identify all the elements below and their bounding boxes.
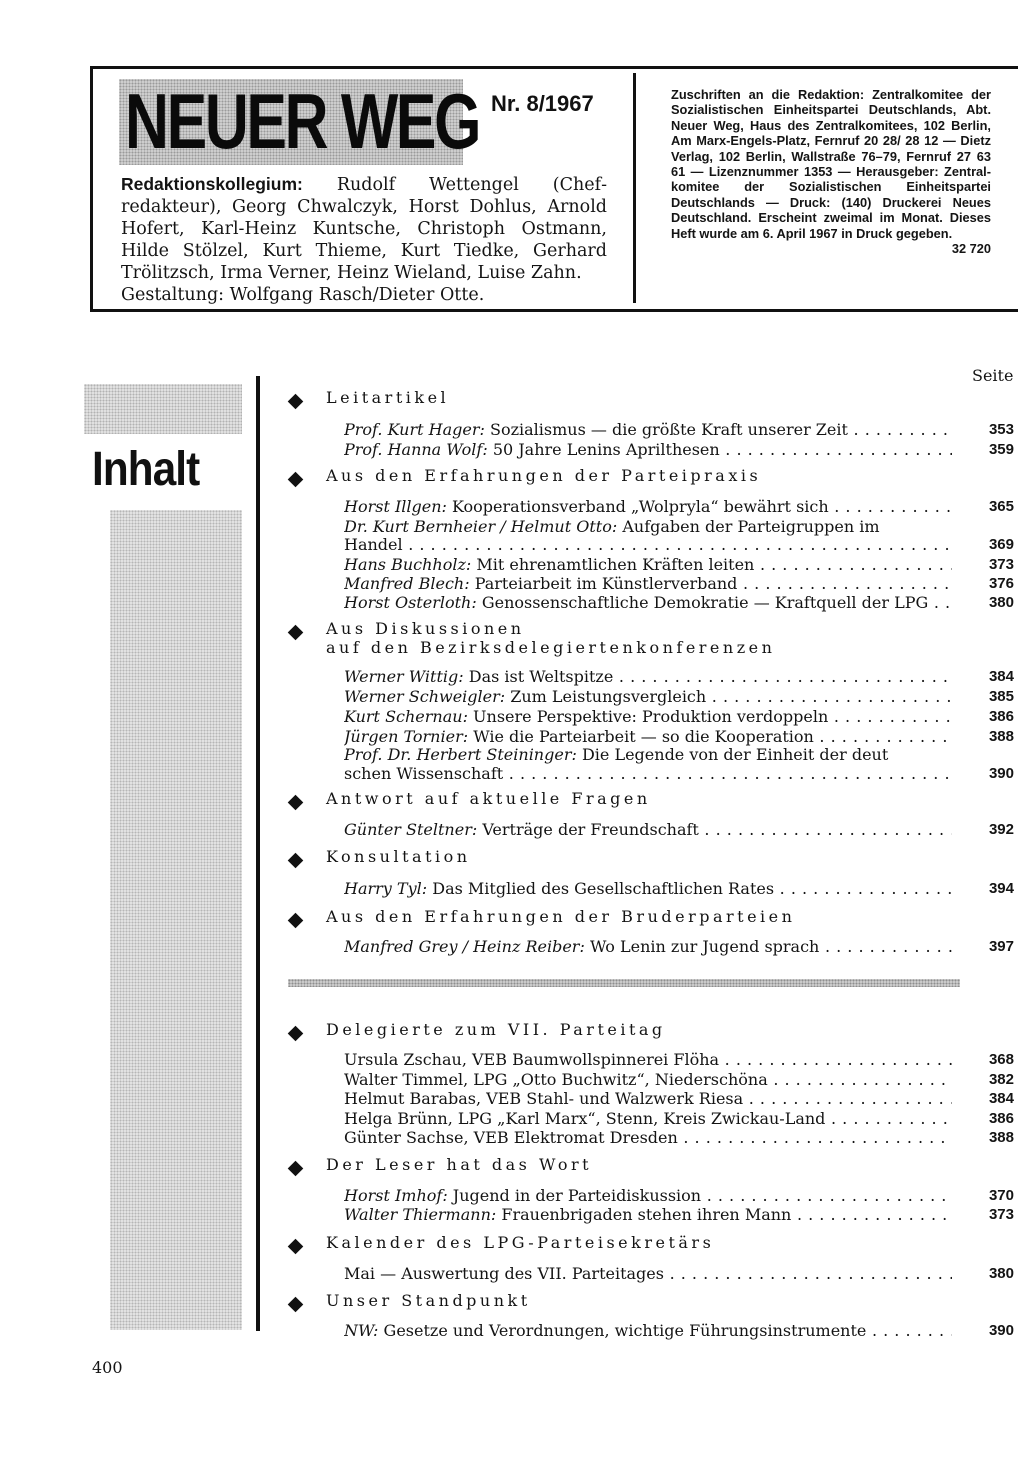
- entry-page-number: 384: [988, 668, 1014, 685]
- entry-text: [344, 535, 952, 555]
- design-credit: Gestaltung: Wolfgang Rasch/Dieter Otte.: [121, 285, 485, 305]
- entry-author: Prof. Kurt Hager:: [344, 420, 485, 439]
- entry-title: Unsere Perspektive: Produktion verdoppeln: [473, 707, 829, 726]
- entry-title: Helmut Barabas, VEB Stahl- und Walzwerk Riesa: [344, 1089, 744, 1108]
- entry-title: Aufgaben der Parteigruppen im: [622, 517, 880, 536]
- entry-text: [344, 1070, 952, 1090]
- entry-text: [344, 1109, 952, 1129]
- toc-entry[interactable]: [344, 593, 1016, 613]
- entry-title: Günter Sachse, VEB Elektromat Dresden: [344, 1128, 678, 1147]
- toc-entry[interactable]: [344, 1186, 1016, 1206]
- toc-entry[interactable]: [344, 1070, 1016, 1090]
- entry-text: [344, 727, 952, 747]
- entry-text: [344, 574, 952, 594]
- entry-text: [344, 1186, 952, 1206]
- entry-title: Zum Leistungsvergleich: [510, 687, 707, 706]
- entry-author: Horst Illgen:: [344, 497, 447, 516]
- toc-entry[interactable]: [344, 937, 1016, 957]
- section-title: Konsultation: [326, 847, 471, 866]
- toc-section: [288, 789, 1016, 839]
- entry-page-number: 370: [988, 1187, 1014, 1204]
- toc-section: [288, 1233, 1016, 1283]
- diamond-bullet-icon: [288, 1026, 304, 1042]
- entry-author: NW:: [344, 1321, 379, 1340]
- section-title: Aus den Erfahrungen der Parteipraxis: [326, 466, 762, 485]
- entry-title: Walter Timmel, LPG „Otto Buchwitz“, Niederschöna: [344, 1070, 768, 1089]
- entry-text: [344, 667, 952, 687]
- vertical-rule: [256, 376, 260, 1331]
- toc-section: [288, 388, 1016, 459]
- entry-page-number: 373: [988, 556, 1014, 573]
- entry-text: [344, 517, 952, 537]
- entry-author: Horst Osterloth:: [344, 593, 477, 612]
- entry-page-number: 394: [988, 880, 1014, 897]
- print-code: 32 720: [951, 241, 991, 257]
- entry-page-number: 388: [988, 728, 1014, 745]
- toc-entry[interactable]: [344, 497, 1016, 517]
- decorative-texture-column: [110, 510, 242, 1330]
- section-title: Delegierte zum VII. Parteitag: [326, 1020, 666, 1039]
- entry-title: Helga Brünn, LPG „Karl Marx“, Stenn, Kreis Zwickau-Land: [344, 1109, 826, 1128]
- toc-entry[interactable]: [344, 517, 1016, 537]
- entry-author: Werner Wittig:: [344, 667, 464, 686]
- entry-title: Das ist Weltspitze: [468, 667, 614, 686]
- toc-entry[interactable]: [344, 420, 1016, 440]
- diamond-bullet-icon: [288, 472, 304, 488]
- entry-author: Harry Tyl:: [344, 879, 428, 898]
- section-title: Unser Standpunkt: [326, 1291, 531, 1310]
- entry-title: Gesetze und Verordnungen, wichtige Führungsinstrumente: [383, 1321, 867, 1340]
- toc-entry[interactable]: [344, 687, 1016, 707]
- entry-text: [344, 1321, 952, 1341]
- publisher-info: [671, 87, 991, 256]
- diamond-bullet-icon: [288, 394, 304, 410]
- entry-author: Günter Steltner:: [344, 820, 478, 839]
- toc-section: [288, 907, 1016, 956]
- entry-page-number: 359: [988, 441, 1014, 458]
- entry-title: Ursula Zschau, VEB Baumwollspinnerei Flöha: [344, 1050, 720, 1069]
- toc-entry[interactable]: [344, 1050, 1016, 1070]
- entry-page-number: 384: [988, 1090, 1014, 1107]
- entry-author: Manfred Blech:: [344, 574, 470, 593]
- diamond-bullet-icon: [288, 913, 304, 929]
- entry-text: [344, 420, 952, 440]
- section-title: Aus den Erfahrungen der Bruderparteien: [326, 907, 796, 926]
- entry-text: [344, 820, 952, 840]
- entry-title: Wo Lenin zur Jugend sprach: [589, 937, 820, 956]
- diamond-bullet-icon: [288, 853, 304, 869]
- section-heading: [288, 907, 1016, 931]
- diamond-bullet-icon: [288, 795, 304, 811]
- entry-title: Kooperationsverband „Wolpryla“ bewährt sich: [452, 497, 829, 516]
- page-number: 400: [92, 1358, 123, 1377]
- toc-entry[interactable]: [344, 727, 1016, 747]
- toc-entry[interactable]: [344, 667, 1016, 687]
- entry-page-number: 353: [988, 421, 1014, 438]
- entry-title: Verträge der Freundschaft: [482, 820, 699, 839]
- diamond-bullet-icon: [288, 625, 304, 641]
- section-heading: [288, 789, 1016, 813]
- section-title: Antwort auf aktuelle Fragen: [326, 789, 651, 808]
- masthead-divider: [633, 73, 636, 303]
- entry-page-number: 385: [988, 688, 1014, 705]
- toc-entry[interactable]: [344, 764, 1016, 784]
- entry-text: [344, 687, 952, 707]
- entry-page-number: 392: [988, 821, 1014, 838]
- entry-title: Sozialismus — die größte Kraft unserer Zeit: [489, 420, 848, 439]
- entry-text: [344, 937, 952, 957]
- entry-title: schen Wissenschaft: [344, 764, 504, 783]
- entry-author: Prof. Hanna Wolf:: [344, 440, 488, 459]
- entry-page-number: 382: [988, 1071, 1014, 1088]
- toc-entry[interactable]: [344, 440, 1016, 460]
- entry-page-number: 373: [988, 1206, 1014, 1223]
- entry-text: [344, 497, 952, 517]
- diamond-bullet-icon: [288, 1239, 304, 1255]
- entry-title: Jugend in der Parteidiskussion: [452, 1186, 702, 1205]
- entry-page-number: 368: [988, 1051, 1014, 1068]
- entry-page-number: 390: [988, 765, 1014, 782]
- toc-entry[interactable]: [344, 1128, 1016, 1148]
- toc-entry[interactable]: [344, 879, 1016, 899]
- entry-page-number: 388: [988, 1129, 1014, 1146]
- entry-text: [344, 1264, 952, 1284]
- toc-entry[interactable]: [344, 745, 1016, 765]
- entry-title: 50 Jahre Lenins Aprilthesen: [492, 440, 720, 459]
- entry-author: Manfred Grey / Heinz Reiber:: [344, 937, 585, 956]
- entry-page-number: 386: [988, 708, 1014, 725]
- entry-text: [344, 555, 952, 575]
- board-label: Redaktionskollegium:: [121, 174, 303, 194]
- entry-author: Werner Schweigler:: [344, 687, 506, 706]
- toc-entry[interactable]: [344, 1321, 1016, 1341]
- section-heading: [288, 1155, 1016, 1179]
- toc-section: [288, 847, 1016, 898]
- entry-page-number: 369: [988, 536, 1014, 553]
- toc-entry[interactable]: [344, 1109, 1016, 1129]
- section-title: Aus Diskussionen: [326, 619, 525, 638]
- section-title: Leitartikel: [326, 388, 450, 407]
- decorative-texture-top: [84, 384, 242, 434]
- toc-entry[interactable]: [344, 574, 1016, 594]
- entry-author: Walter Thiermann:: [344, 1205, 497, 1224]
- entry-text: [344, 707, 952, 727]
- entry-page-number: 376: [988, 575, 1014, 592]
- toc-section: [288, 1020, 1016, 1147]
- contact-text: Zuschriften an die Redaktion: Zentralkomitee der Sozialistischen Einheitspartei Deutschlands, Abt. Neuer Weg, Haus des Zentralkomitees, 102 Berlin, Am Marx-Engels-Platz, Fernruf 20 28/ 28 12 — Dietz Verlag, 102 Berlin, Wallstraße 76–79, Fernruf 27 63 61 — Lizenznummer 1353 — Herausgeber: Zentralkomitee der Sozialistischen Einheitspartei Deutschlands — Druck: (140) Druckerei Neues Deutschland. Erscheint zweimal im Monat. Dieses Heft wurde am 6. April 1967 in Druck gegeben.: [671, 87, 991, 241]
- entry-text: [344, 1205, 952, 1225]
- editorial-board: [121, 173, 607, 306]
- entry-title: Parteiarbeit im Künstlerverband: [474, 574, 738, 593]
- entry-author: Prof. Dr. Herbert Steininger:: [344, 745, 577, 764]
- toc-section: [288, 466, 1016, 612]
- entry-author: Horst Imhof:: [344, 1186, 448, 1205]
- entry-author: Kurt Schernau:: [344, 707, 468, 726]
- toc-entry[interactable]: [344, 707, 1016, 727]
- entry-text: [344, 593, 952, 613]
- entry-page-number: 386: [988, 1110, 1014, 1127]
- entry-text: [344, 745, 952, 765]
- section-heading: [288, 1020, 1016, 1044]
- toc-entry[interactable]: [344, 535, 1016, 555]
- toc-entry[interactable]: [344, 1264, 1016, 1284]
- entry-title: Mit ehrenamtlichen Kräften leiten: [476, 555, 755, 574]
- entry-page-number: 380: [988, 1265, 1014, 1282]
- diamond-bullet-icon: [288, 1161, 304, 1177]
- entry-text: [344, 764, 952, 784]
- toc-section: [288, 1155, 1016, 1224]
- section-heading: [288, 1233, 1016, 1257]
- entry-title: Die Legende von der Einheit der deut: [581, 745, 889, 764]
- entry-text: [344, 879, 952, 899]
- section-heading: [288, 466, 1016, 490]
- toc-entry[interactable]: [344, 820, 1016, 840]
- entry-title: Handel: [344, 535, 403, 554]
- entry-author: Jürgen Tornier:: [344, 727, 469, 746]
- toc-entry[interactable]: [344, 1205, 1016, 1225]
- section-title-continued: auf den Bezirksdelegiertenkonferenzen: [326, 638, 776, 657]
- entry-title: Genossenschaftliche Demokratie — Kraftquell der LPG: [481, 593, 929, 612]
- masthead: [90, 66, 1018, 312]
- page-column-label: Seite: [972, 366, 1014, 385]
- magazine-logo: NEUER WEG: [125, 77, 480, 165]
- section-heading: [288, 847, 1016, 871]
- entry-page-number: 397: [988, 938, 1014, 955]
- entry-text: [344, 1050, 952, 1070]
- diamond-bullet-icon: [288, 1297, 304, 1313]
- toc-entry[interactable]: [344, 555, 1016, 575]
- section-heading: [288, 388, 1016, 412]
- contents-heading: Inhalt: [92, 443, 200, 496]
- entry-author: Hans Buchholz:: [344, 555, 472, 574]
- entry-text: [344, 1128, 952, 1148]
- section-title: Der Leser hat das Wort: [326, 1155, 593, 1174]
- entry-text: [344, 440, 952, 460]
- entry-title: Wie die Parteiarbeit — so die Kooperation: [473, 727, 814, 746]
- toc-section: [288, 1291, 1016, 1340]
- section-separator: [288, 979, 960, 987]
- entry-title: Frauenbrigaden stehen ihren Mann: [501, 1205, 792, 1224]
- toc-entry[interactable]: [344, 1089, 1016, 1109]
- entry-title: Das Mitglied des Gesellschaftlichen Rates: [432, 879, 775, 898]
- entry-author: Dr. Kurt Bernheier / Helmut Otto:: [344, 517, 618, 536]
- section-heading: [288, 1291, 1016, 1315]
- entry-title: Mai — Auswertung des VII. Parteitages: [344, 1264, 664, 1283]
- issue-number: Nr. 8/1967: [491, 91, 594, 116]
- board-members: Rudolf Wettengel (Chefredakteur), Georg Chwalczyk, Horst Dohlus, Arnold Hofert, Karl-Heinz Kuntsche, Christoph Ostmann, Hilde Stölzel, Kurt Thieme, Kurt Tiedke, Gerhard Trölitzsch, Irma Verner, Heinz Wieland, Luise Zahn.: [121, 175, 607, 283]
- entry-text: [344, 1089, 952, 1109]
- toc-section: [288, 619, 1016, 783]
- section-title: Kalender des LPG-Parteisekretärs: [326, 1233, 715, 1252]
- entry-page-number: 365: [988, 498, 1014, 515]
- entry-page-number: 380: [988, 594, 1014, 611]
- entry-page-number: 390: [988, 1322, 1014, 1339]
